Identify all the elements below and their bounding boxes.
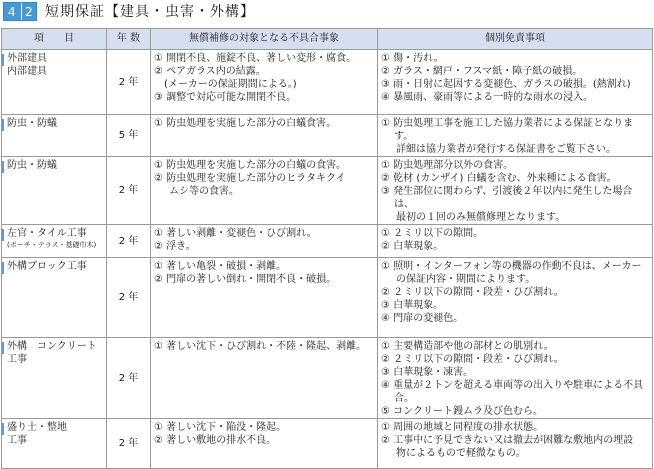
defect-item: ① 防虫処理を実施した部分の白蟻食害。: [154, 118, 337, 129]
item-label: 外構 コンクリート: [7, 341, 97, 352]
section-number: 4: [8, 5, 16, 19]
exemption-item: ④ 門扉の変褪色。: [381, 313, 464, 324]
item-label: 防虫・防蟻: [7, 160, 57, 171]
defect-item: ムシ等の食害。: [169, 186, 239, 197]
item-label: 盛り土・整地: [7, 422, 67, 433]
exemption-item: ② 工事中に予見できない又は撤去が困難な敷地内の埋設: [381, 435, 634, 446]
exemption-item: ① 周囲の地域と同程度の排水状態。: [381, 422, 544, 433]
table-row: [2, 225, 653, 258]
item-label: 内部建具: [7, 66, 47, 77]
exemption-item: ② ２ミリ以下の隙間・段差・ひび割れ。: [381, 354, 564, 365]
defects-cell: [151, 157, 378, 225]
exemption-item: ① ２ミリ以下の隙間。: [381, 228, 484, 239]
item-cell: [2, 258, 107, 338]
exemption-item: ② ガラス・網戸・フスマ紙・障子紙の破損。: [381, 66, 583, 77]
table-row: [2, 157, 653, 225]
item-cell: [2, 225, 107, 258]
title-bar: [0, 0, 654, 26]
exemption-item: の保証内容・期間によります。: [396, 274, 536, 285]
years-cell: 2 年: [107, 258, 151, 338]
item-sublabel: (ポーチ・テラス・基礎巾木): [7, 241, 97, 249]
item-cell: [2, 157, 107, 225]
exemption-item: ③ 発生部位に関わらず、引渡後２年以内に発生した場合は、: [381, 186, 633, 210]
item-label: 外構ブロック工事: [7, 261, 87, 272]
exemption-item: ① 防虫処理部分以外の食害。: [381, 160, 514, 171]
years-cell: 2 年: [107, 225, 151, 258]
defect-item: ③ 調整で対応可能な開閉不良。: [154, 92, 297, 103]
badge-divider: [21, 3, 22, 20]
exemption-item: ② 白華現象。: [381, 241, 444, 252]
exemption-item: ④ 暴風雨、豪雨等による一時的な雨水の浸入。: [381, 92, 594, 103]
defect-item: ② ペアガラス内の結露。: [154, 66, 266, 77]
exemptions-cell: [378, 338, 653, 419]
item-label: 工事: [7, 354, 27, 365]
exemption-item: ② ２ミリ以下の隙間・段差・ひび割れ。: [381, 287, 564, 298]
defect-item: ① 防虫処理を実施した部分の白蟻の食害。: [154, 160, 347, 171]
exemptions-cell: [378, 50, 653, 115]
column-header-exemptions: 個別免責事項: [378, 29, 653, 50]
defects-cell: [151, 115, 378, 157]
years-cell: 2 年: [107, 338, 151, 419]
defects-cell: [151, 258, 378, 338]
item-cell: [2, 50, 107, 115]
years-cell: 2 年: [107, 157, 151, 225]
exemption-item: ② 乾材 (カンザイ) 白蟻を含む、外来種による食害。: [381, 173, 617, 184]
page-title: 短期保証【建具・虫害・外構】: [45, 4, 255, 20]
exemption-item: ① 照明・インターフォン等の機器の作動不良は、メーカー: [381, 261, 642, 272]
defect-item: ② 門扉の著しい倒れ・開閉不良・破損。: [154, 274, 337, 285]
years-cell: 2 年: [107, 419, 151, 469]
exemption-item: ③ 雨・日射に起因する変褪色、ガラスの破損。(熱割れ): [381, 79, 631, 90]
exemptions-cell: [378, 258, 653, 338]
exemption-item: ⑤ コンクリート鏝ムラ及び色むら。: [381, 406, 543, 417]
exemption-item: ④ 重量が２トンを超える車両等の出入りや駐車による不具合。: [381, 380, 644, 404]
table-row: [2, 419, 653, 469]
exemption-item: 最初の１回のみ無償修理となります。: [396, 212, 566, 223]
exemption-item: ① 防虫処理工事を施工した協力業者による保証となります。: [381, 118, 634, 142]
exemptions-cell: [378, 115, 653, 157]
exemptions-cell: [378, 419, 653, 469]
exemption-item: 詳細は協力業者が発行する保証書をご覧下さい。: [396, 144, 616, 155]
column-header-item: 項 目: [2, 29, 107, 50]
defect-item: (メーカーの保証期間による。): [154, 79, 297, 90]
table-row: [2, 115, 653, 157]
exemption-item: ① 傷・汚れ。: [381, 53, 444, 64]
defects-cell: [151, 50, 378, 115]
section-subnumber: 2: [25, 5, 33, 19]
item-label: 左官・タイル工事: [7, 228, 87, 239]
column-header-years: 年 数: [107, 29, 151, 50]
section-number-badge: [3, 2, 37, 21]
table-row: [2, 338, 653, 419]
item-label: 防虫・防蟻: [7, 118, 57, 129]
column-header-defects: 無償補修の対象となる不具合事象: [151, 29, 378, 50]
item-label: 外部建具: [7, 53, 47, 64]
table-row: [2, 50, 653, 115]
defects-cell: [151, 338, 378, 419]
warranty-table: [1, 28, 653, 469]
item-label: 工事: [7, 435, 27, 446]
exemption-item: 物によるもので軽微なもの。: [396, 448, 526, 459]
defect-item: ① 開閉不良、施錠不良、著しい変形・腐食。: [154, 53, 357, 64]
years-cell: 5 年: [107, 115, 151, 157]
defect-item: ① 著しい沈下・陥没・隆起。: [154, 422, 287, 433]
exemption-item: ① 主要構造部や他の部材との肌別れ。: [381, 341, 554, 352]
defect-item: ① 著しい沈下・ひび割れ・不陸・隆起、剥離。: [154, 341, 367, 352]
exemption-item: ③ 白華現象・凍害。: [381, 367, 474, 378]
item-cell: [2, 115, 107, 157]
defects-cell: [151, 419, 378, 469]
exemption-item: ③ 白華現象。: [381, 300, 444, 311]
exemptions-cell: [378, 157, 653, 225]
defect-item: ② 防虫処理を実施した部分のヒラタキクイ: [154, 173, 346, 184]
exemptions-cell: [378, 225, 653, 258]
defect-item: ① 著しい亀裂・破損・剥離。: [154, 261, 287, 272]
table-row: [2, 258, 653, 338]
defect-item: ② 浮き。: [154, 241, 196, 252]
table-header-row: [2, 29, 653, 50]
item-cell: [2, 419, 107, 469]
years-cell: 2 年: [107, 50, 151, 115]
item-cell: [2, 338, 107, 419]
defects-cell: [151, 225, 378, 258]
defect-item: ② 著しい敷地の排水不良。: [154, 435, 277, 446]
defect-item: ① 著しい剥離・変褪色・ひび割れ。: [154, 228, 317, 239]
